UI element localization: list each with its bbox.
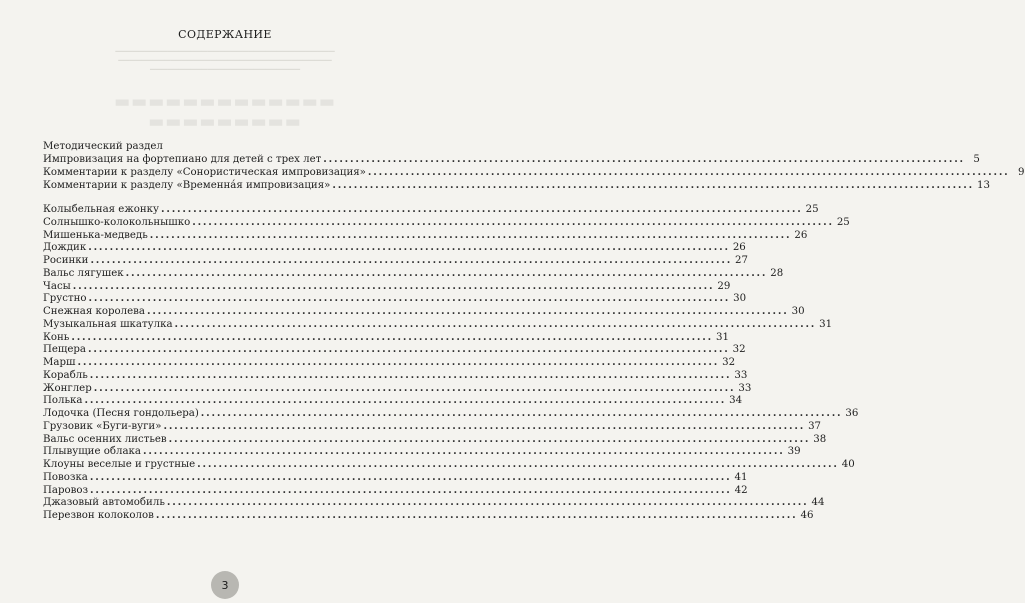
toc-entry-title: Дождик	[43, 242, 87, 254]
toc-entry	[43, 419, 822, 433]
toc-entry	[43, 254, 749, 267]
bleed-through-text: ▁▁▁▁▁▁▁▁▁▁▁▁▁▁▁▁▁▁▁▁▁▁▁▁▁▁	[150, 61, 300, 70]
toc-entry-page: 29	[717, 280, 731, 292]
toc-entry-title: Полька	[43, 395, 83, 407]
method-items	[43, 153, 1025, 191]
toc-entry-page: 32	[722, 357, 736, 368]
dot-leader: ........................................................................................................................	[90, 483, 732, 496]
toc-entry	[43, 343, 746, 356]
toc-entry-title: Росинки	[43, 255, 89, 266]
section-heading: Методический раздел	[43, 141, 163, 152]
dot-leader: ........................................................................................................................	[71, 330, 713, 343]
toc-entry-page: 30	[733, 293, 747, 305]
toc-entry-page: 25	[836, 216, 850, 228]
toc-entry-page: 44	[811, 497, 825, 509]
toc-entry-page: 41	[734, 471, 748, 483]
toc-entry	[43, 445, 801, 458]
bleed-through-text: ▬▬▬▬▬▬▬▬▬	[148, 112, 302, 132]
dot-leader: ........................................................................................................................	[89, 470, 732, 483]
toc-entry	[43, 368, 748, 382]
toc-entry-title: Колыбельная ежонку	[43, 204, 159, 215]
bleed-through-text: ▬▬▬▬▬▬▬▬▬▬▬▬▬	[114, 92, 336, 112]
toc-entry	[43, 279, 731, 293]
toc-entry-title: Вальс осенних листьев	[43, 433, 167, 445]
toc-entry-title: Жонглер	[43, 382, 92, 394]
dot-leader: ........................................................................................................................	[72, 279, 715, 292]
toc-entry-title: Комментарии к разделу «Временна́я импровизация»	[43, 179, 331, 191]
toc-entry-page: 36	[845, 408, 859, 419]
toc-entry-page: 25	[805, 204, 819, 215]
dot-leader: ........................................................................................................................	[142, 445, 785, 458]
bleed-through-text: ▁▁▁▁▁▁▁▁▁▁▁▁▁▁▁▁▁▁▁▁▁▁▁▁▁▁▁▁▁▁▁▁▁▁▁▁▁	[118, 52, 332, 61]
dot-leader: ........................................................................................................................	[89, 368, 732, 381]
toc-entry-title: Часы	[43, 280, 71, 292]
toc-entry	[43, 215, 850, 229]
toc-entry	[43, 509, 814, 522]
toc-entry-page: 30	[791, 306, 805, 317]
toc-entry-title: Марш	[43, 357, 76, 368]
dot-leader: ........................................................................................................................	[155, 509, 798, 521]
toc-entry	[43, 432, 827, 446]
toc-entry-title: Клоуны веселые и грустные	[43, 459, 196, 470]
toc-entry-page: 31	[715, 331, 729, 343]
toc-entry	[43, 241, 746, 254]
toc-entry-title: Импровизация на фортепиано для детей с трех лет	[43, 154, 322, 165]
bleed-through-text: ▁▁▁▁▁▁▁▁▁▁▁▁▁▁▁▁▁▁▁▁▁▁▁▁▁▁▁▁▁▁▁▁▁▁▁▁▁▁	[115, 43, 335, 52]
dot-leader: ........................................................................................................................	[323, 153, 965, 165]
dot-leader: ........................................................................................................................	[84, 394, 727, 407]
toc-entry-page: 32	[732, 344, 746, 356]
toc-entry	[43, 496, 825, 509]
dot-leader: ........................................................................................................................	[93, 381, 736, 394]
toc-entry	[43, 317, 833, 331]
dot-leader: ........................................................................................................................	[88, 241, 730, 254]
dot-leader: ........................................................................................................................	[367, 165, 1010, 178]
pieces-list	[43, 203, 859, 522]
toc-entry-page: 28	[770, 267, 784, 279]
toc-entry-page: 46	[800, 510, 814, 521]
toc-entry-title: Джазовый автомобиль	[43, 497, 165, 509]
toc-entry	[43, 266, 784, 280]
toc-entry-title: Музыкальная шкатулка	[43, 318, 173, 330]
toc-entry	[43, 483, 748, 497]
dot-leader: ........................................................................................................................	[197, 458, 839, 470]
dot-leader: ........................................................................................................................	[332, 178, 974, 191]
toc-entry-page: 33	[738, 382, 752, 394]
toc-entry	[43, 407, 859, 420]
toc-entry-page: 31	[819, 318, 833, 330]
toc-entry	[43, 458, 855, 471]
toc-entry-page: 42	[734, 484, 748, 496]
dot-leader: ........................................................................................................................	[161, 203, 803, 215]
toc-entry	[43, 165, 1025, 179]
toc-entry	[43, 381, 752, 395]
toc-entry-title: Лодочка (Песня гондольера)	[43, 408, 199, 419]
toc-entry-title: Грустно	[43, 293, 87, 305]
dot-leader: ........................................................................................................................	[174, 317, 817, 330]
dot-leader: ........................................................................................................................	[163, 419, 806, 432]
toc-entry	[43, 305, 805, 318]
toc-entry-page: 38	[813, 433, 827, 445]
toc-entry-page: 37	[808, 420, 822, 432]
method-section	[43, 140, 1025, 191]
toc-entry-title: Грузовик «Буги-вуги»	[43, 420, 162, 432]
toc-entry-title: Пещера	[43, 344, 87, 356]
toc-entry-page: 5	[973, 154, 980, 165]
toc-entry-page: 34	[729, 395, 743, 407]
toc-entry-title: Снежная королева	[43, 306, 145, 317]
toc-entry-page: 26	[732, 242, 746, 254]
toc-entry-title: Повозка	[43, 471, 88, 483]
toc-entry-title: Плывущие облака	[43, 446, 141, 458]
dot-leader: ........................................................................................................................	[90, 254, 733, 266]
toc-entry-title: Перезвон колоколов	[43, 510, 154, 521]
toc-entry-page: 27	[735, 255, 749, 266]
dot-leader: ........................................................................................................................	[168, 432, 811, 445]
toc-entry	[43, 203, 819, 216]
toc-entry	[43, 394, 743, 407]
toc-entry-page: 33	[734, 369, 748, 381]
toc-entry-page: 13	[976, 179, 990, 191]
toc-entry-page: 26	[794, 229, 808, 241]
toc-entry	[43, 356, 736, 369]
dot-leader: ........................................................................................................................	[88, 292, 731, 305]
toc-entry-title: Конь	[43, 331, 70, 343]
toc-entry-title: Мишенька-медведь	[43, 229, 148, 241]
toc-entry	[43, 292, 747, 305]
toc-entry-title: Комментарии к разделу «Сонористическая импровизация»	[43, 166, 366, 178]
toc-entry-page: 9	[1018, 166, 1025, 178]
toc-entry	[43, 153, 980, 166]
dot-leader: ........................................................................................................................	[149, 228, 792, 241]
toc-entry-page: 39	[787, 446, 801, 458]
dot-leader: ........................................................................................................................	[146, 305, 789, 317]
dot-leader: ........................................................................................................................	[88, 343, 730, 356]
toc-entry-title: Вальс лягушек	[43, 267, 124, 279]
toc-entry-title: Солнышко-колокольнышко	[43, 216, 191, 228]
page-number: 3	[211, 571, 239, 599]
dot-leader: ........................................................................................................................	[166, 496, 809, 509]
toc-entry	[43, 470, 748, 484]
toc-entry-page: 40	[841, 459, 855, 470]
dot-leader: ........................................................................................................................	[77, 356, 720, 368]
dot-leader: ........................................................................................................................	[200, 407, 843, 419]
toc-entry-title: Корабль	[43, 369, 88, 381]
toc-entry	[43, 178, 990, 192]
page-title: СОДЕРЖАНИЕ	[178, 28, 272, 41]
dot-leader: ........................................................................................................................	[192, 215, 834, 228]
toc-entry-title: Паровоз	[43, 484, 89, 496]
dot-leader: ........................................................................................................................	[125, 266, 768, 279]
toc-entry	[43, 330, 729, 344]
toc-entry	[43, 228, 808, 242]
